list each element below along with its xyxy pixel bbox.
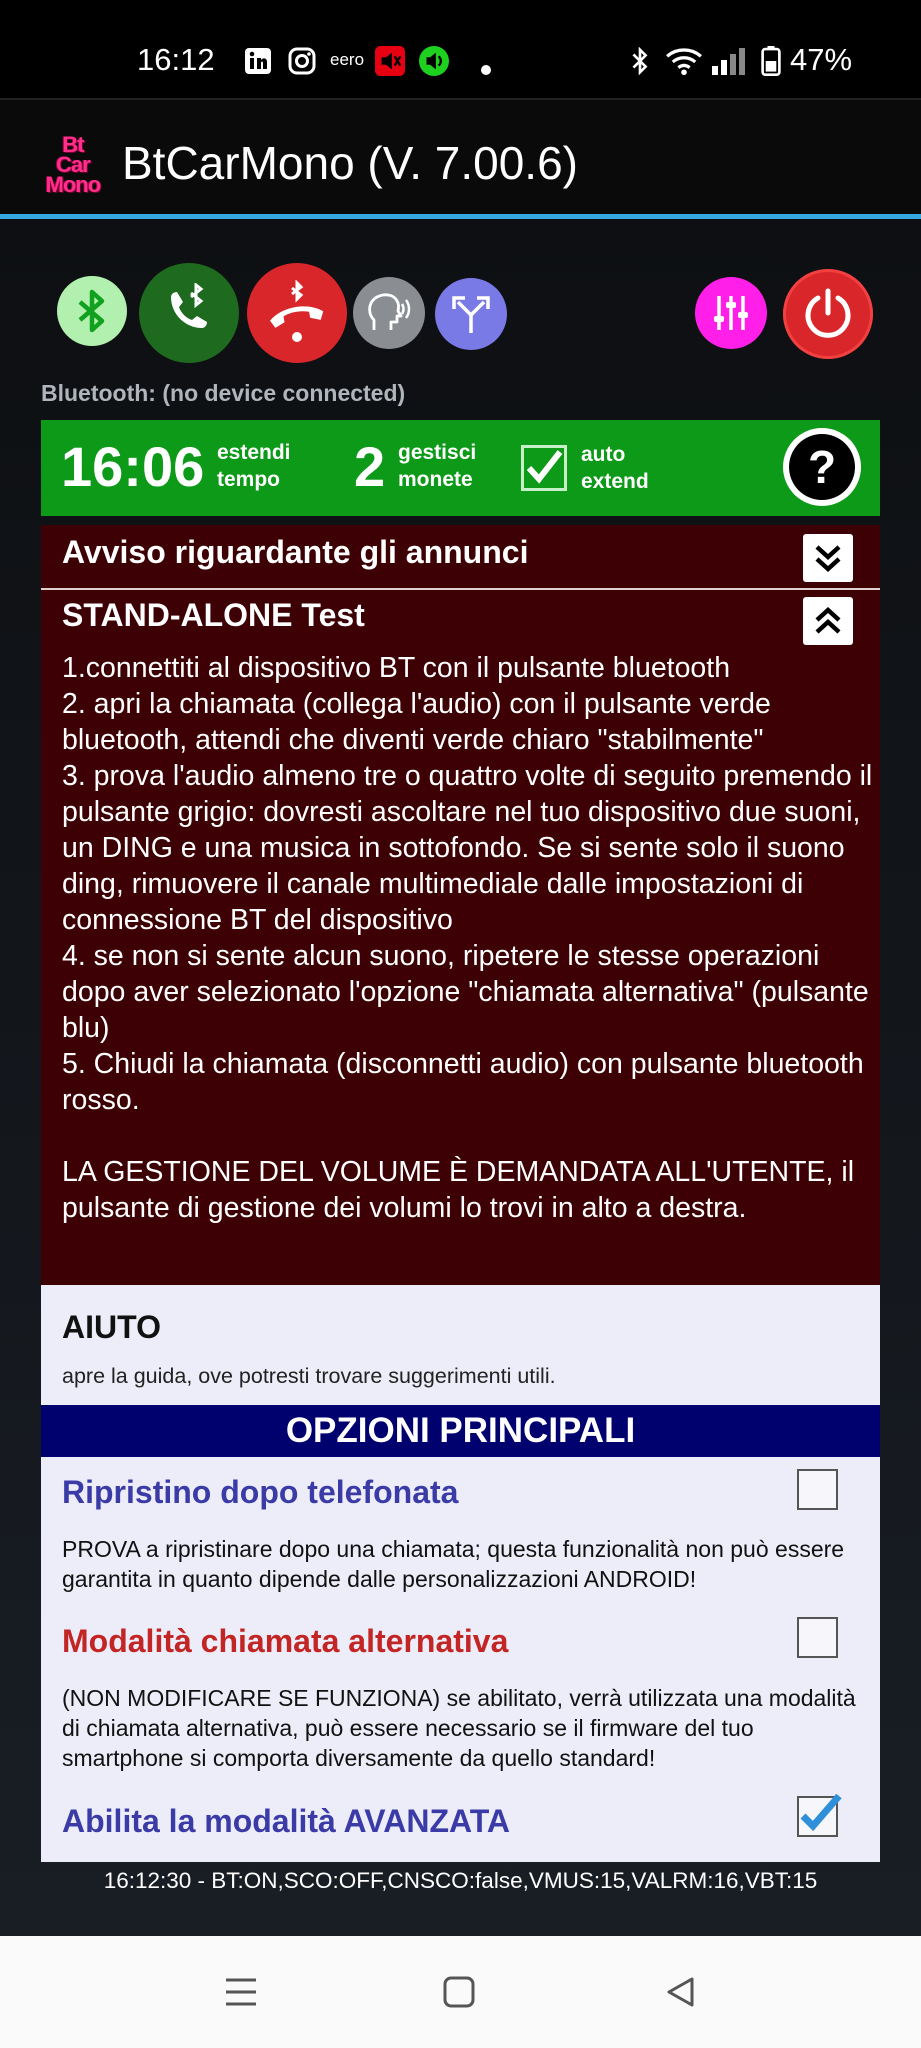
checkmark-icon	[797, 1788, 843, 1834]
battery-icon	[760, 46, 782, 76]
option-restore-description: PROVA a ripristinare dopo una chiamata; questa funzionalità non può essere garantita in quanto dipende dalle personalizzazioni ANDROID!	[62, 1536, 845, 1592]
signal-icon	[710, 46, 750, 76]
ads-notice-title[interactable]: Avviso riguardante gli annunci	[62, 534, 529, 570]
auto-extend-checkbox[interactable]	[521, 445, 567, 491]
menu-icon[interactable]	[224, 1976, 258, 2008]
close-call-button[interactable]	[247, 263, 347, 363]
navigation-bar	[0, 1936, 921, 2048]
option-alt-call-checkbox[interactable]	[797, 1617, 838, 1658]
test-instructions: 1.connettiti al dispositivo BT con il pulsante bluetooth 2. apri la chiamata (collega l'audio) con il pulsante verde bluetooth, attendi che diventi verde chiaro "stabilmente" 3. prova l'audio almeno tre o quattro volte di seguito premendo il pulsante grigio: dovresti ascoltare nel tuo dispositivo due suoni, un DING e una musica in sottofondo. Se si sente solo il suono ding, rimuovere il canale multimediale dalle impostazioni di connessione BT del dispositivo 4. se non si sente alcun suono, ripetere le stesse operazioni dopo aver selezionato l'opzione "chiamata alternativa" (pulsante blu) 5. Chiudi la chiamata (disconnetti audio) con pulsante bluetooth rosso. LA GESTIONE DEL VOLUME È DEMANDATA ALL'UTENTE, il pulsante di gestione dei volumi lo trovi in alto a destra.	[62, 652, 873, 1224]
option-alt-call-title[interactable]: Modalità chiamata alternativa	[62, 1623, 509, 1659]
bluetooth-icon	[630, 46, 650, 76]
instagram-icon	[288, 46, 316, 76]
options-list	[41, 1457, 880, 1862]
help-description: apre la guida, ove potresti trovare suggerimenti utili.	[62, 1364, 556, 1388]
coins-count[interactable]: 2	[354, 435, 386, 498]
power-icon	[800, 286, 856, 342]
checkmark-icon	[524, 448, 564, 488]
expand-button[interactable]	[803, 534, 853, 582]
bluetooth-status-text: Bluetooth: (no device connected)	[41, 380, 406, 406]
app-logo: Bt Car Mono	[45, 132, 101, 197]
main-options-header: OPZIONI PRINCIPALI	[41, 1405, 880, 1457]
bluetooth-icon	[75, 288, 109, 334]
manage-coins-label[interactable]: gestisci monete	[398, 441, 477, 491]
alternative-call-button[interactable]	[435, 278, 507, 350]
option-restore-title[interactable]: Ripristino dopo telefonata	[62, 1474, 459, 1510]
red-volume-icon	[374, 46, 406, 76]
linkedin-icon	[244, 46, 272, 76]
status-bar	[0, 0, 921, 100]
open-call-button[interactable]	[139, 263, 239, 363]
extend-time-label[interactable]: estendi tempo	[217, 441, 291, 491]
home-icon[interactable]	[443, 1976, 475, 2008]
help-title: AIUTO	[62, 1309, 161, 1345]
wifi-icon	[664, 46, 704, 76]
collapse-button[interactable]	[803, 597, 853, 645]
option-restore-checkbox[interactable]	[797, 1469, 838, 1510]
battery-percent: 47%	[790, 42, 853, 77]
option-advanced-title[interactable]: Abilita la modalità AVANZATA	[62, 1803, 511, 1839]
standalone-test-title[interactable]: STAND-ALONE Test	[62, 597, 365, 633]
phone-bluetooth-icon	[159, 283, 219, 343]
sliders-icon	[710, 292, 752, 334]
app-title: BtCarMono (V. 7.00.6)	[122, 137, 578, 189]
split-arrows-icon	[448, 291, 494, 337]
test-audio-button[interactable]	[353, 277, 425, 349]
help-button[interactable]	[783, 428, 861, 506]
question-icon: ?	[789, 434, 855, 500]
bluetooth-connect-button[interactable]	[57, 276, 127, 346]
power-button[interactable]	[783, 269, 873, 359]
timer-bar	[41, 420, 880, 516]
double-chevron-up-icon	[813, 604, 843, 638]
double-chevron-down-icon	[813, 541, 843, 575]
dot-icon	[480, 55, 492, 85]
volume-settings-button[interactable]	[695, 277, 767, 349]
option-alt-call-description: (NON MODIFICARE SE FUNZIONA) se abilitato, verrà utilizzata una modalità di chiamata alternativa, può essere necessario se il firmware del tuo smartphone si comporta diversamente da quello standard!	[62, 1685, 856, 1771]
clock: 16:12	[137, 42, 215, 77]
help-section[interactable]	[41, 1285, 880, 1405]
remaining-time[interactable]: 16:06	[61, 435, 205, 498]
green-volume-icon	[418, 46, 450, 76]
speaking-head-icon	[366, 290, 412, 336]
auto-extend-label: auto extend	[581, 443, 649, 493]
option-advanced-checkbox[interactable]	[797, 1796, 838, 1837]
back-icon[interactable]	[664, 1976, 696, 2008]
hangup-bluetooth-icon	[264, 280, 330, 346]
app-bar	[0, 100, 921, 216]
debug-status-line: 16:12:30 - BT:ON,SCO:OFF,CNSCO:false,VMUS:15,VALRM:16,VBT:15	[103, 1868, 818, 1893]
notice-panel	[41, 525, 880, 1285]
eero-icon: eero	[330, 50, 365, 69]
divider	[41, 588, 880, 590]
